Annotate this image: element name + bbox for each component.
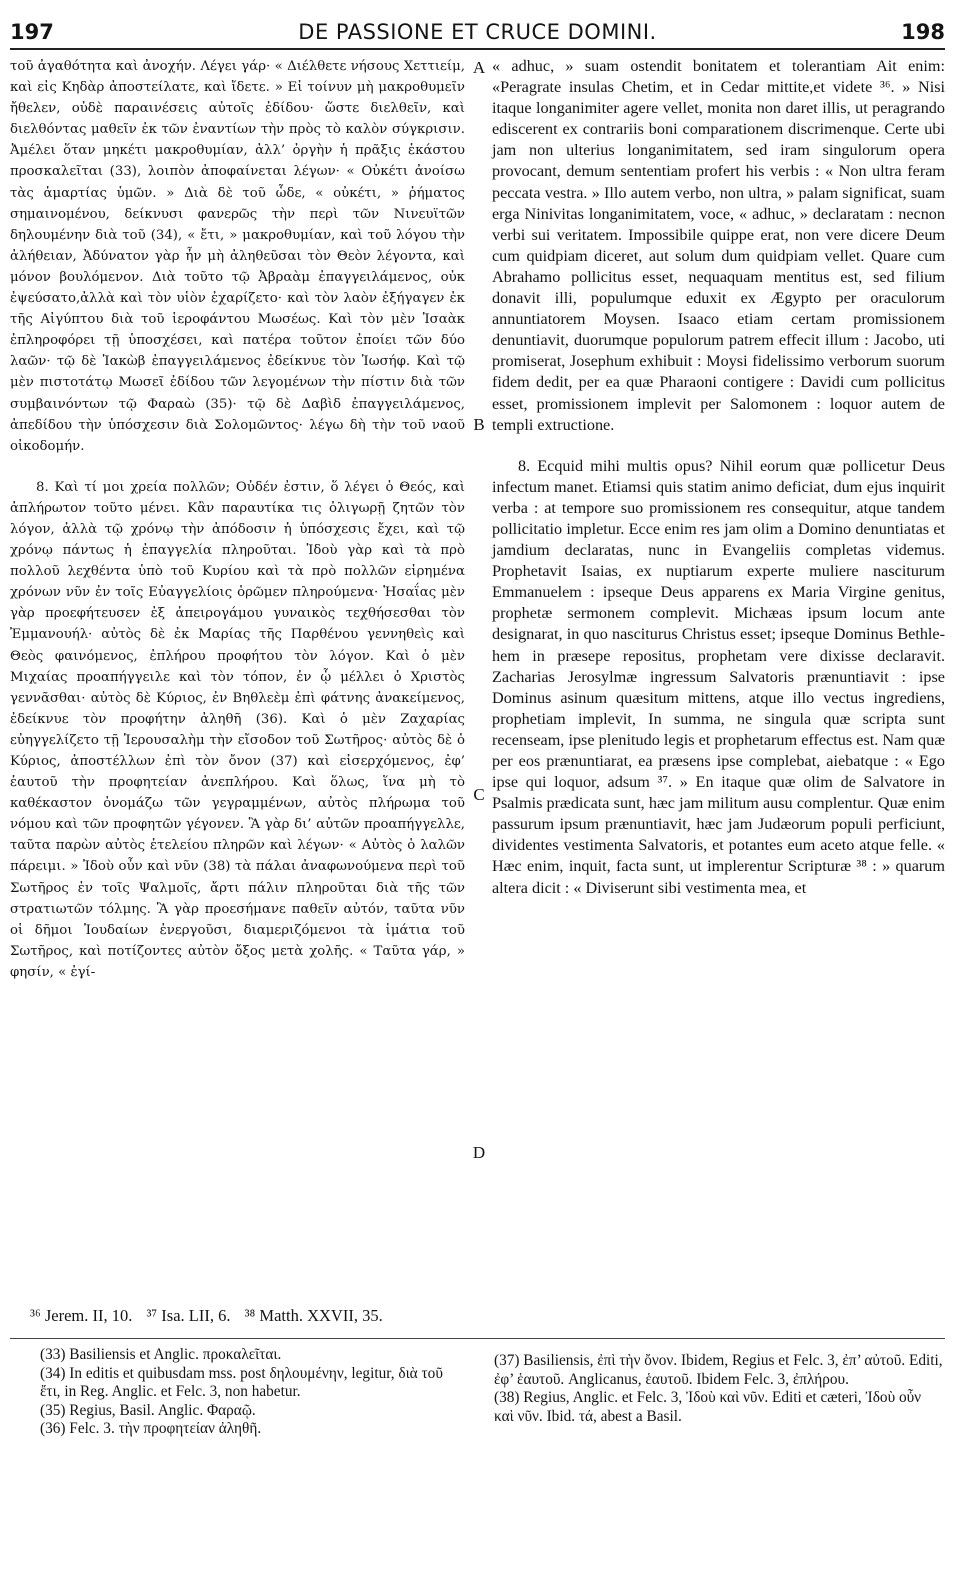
page-number-left: 197 — [10, 20, 54, 44]
reference-36: ³⁶ Jerem. II, 10. — [30, 1306, 133, 1325]
footnotes-right — [494, 1352, 944, 1426]
footnote-36: (36) Felc. 3. τὴν προφητείαν ἀληθῆ. — [40, 1420, 262, 1437]
running-header — [10, 16, 945, 50]
reference-37: ³⁷ Isa. LII, 6. — [146, 1306, 231, 1325]
footnote-35: (35) Regius, Basil. Anglic. Φαραῷ. — [40, 1401, 256, 1419]
scripture-references — [30, 1306, 930, 1326]
greek-column — [10, 56, 465, 983]
footnotes-left — [40, 1346, 465, 1439]
footnote-37: (37) Basiliensis, ἐπὶ τὴν ὄνον. Ibidem, Regius et Felc. 3, ἐπ’ αὐτοῦ. Editi, ἐφ’ ἑαυτοῦ. Anglicanus, ἑαυτοῦ. Ibidem Felc. 3, ἐπλήρου. — [494, 1352, 943, 1388]
page-number-right: 198 — [901, 20, 945, 44]
footnote-38: (38) Regius, Anglic. et Felc. 3, Ἰδοὺ καὶ νῦν. Editi et cæteri, Ἰδοὺ οὖν καὶ νῦν. Ibid. τά, abest a Basil. — [494, 1389, 922, 1425]
margin-marker-a: A — [472, 58, 486, 77]
margin-marker-d: D — [472, 1143, 486, 1162]
greek-paragraph-1: τοῦ ἀγαθότητα καὶ ἀνοχήν. Λέγει γάρ· « Διέλθετε νήσους Χεττιείμ, καὶ εἰς Κηδὰρ ἀποστείλατε, καὶ ἴδετε. » Εἰ τοίνυν μὴ μακροθυμεῖν ἤθελεν, οὐδὲ παραινέσεις αὐτοῖς ἐδίδου· ὥστε διελθεῖν, καὶ διελθόντας μαθεῖν ἐκ τῶν ἐναντίων τὴν πρὸς τὸ καλὸν σύγκρισιν. Ἀμέλει ὅταν μηκέτι μακροθυμίαν, ἀλλ’ ὀργὴν ἡ πρᾶξις ἑκάστου προσκαλεῖται (33), λοιπὸν ἀποφαίνεται λέγων· « Οὐκέτι ἀνοίσω τὰς ἁμαρτίας ὑμῶν. » Διὰ δὲ τοῦ ὧδε, « οὐκέτι, » ῥήματος σημαινομένου, δείκνυσι φανερῶς τὴν περὶ τῶν Νινευϊτῶν δηλουμένην διὰ τοῦ (34), « ἔτι, » μακροθυμίαν, καὶ τοῦ λόγου τὴν ἀλήθειαν, Ἀδύνατον γὰρ ἦν μὴ ἀληθεῦσαι τὸν Θεὸν λέγοντα, καὶ μόνον βουλόμενον. Διὰ τοῦτο τῷ Ἀβραὰμ ἐπαγγειλάμενος, οὐκ ἐψεύσατο,ἀλλὰ καὶ τὸν υἱὸν ἐχαρίζετο· καὶ τὸν λαὸν ἐξήγαγεν ἐκ τῆς Αἰγύπτου διὰ τοῦ ἱεροφάντου Μωσέως. Καὶ τὸν μὲν Ἰσαὰκ ἐπληροφόρει τῇ ὑποσχέσει, καὶ πατέρα τοῦτον ἐποίει τῶν δύο λαῶν· τῷ δὲ Ἰακὼβ ἐπαγγειλάμενος ἐδείκνυε τὸν Ἰωσήφ. Καὶ τῷ μὲν πιστοτάτῳ Μωσεῖ ἐδίδου τῶν λεγομένων τὴν πίστιν διὰ τῶν συμβαινόντων τῷ Φαραὼ (35)· τῷ δὲ Δαβὶδ ἐπαγγειλάμενος, ἀπεδίδου τὴν ὑπόσχεσιν διὰ Σολομῶντος· λέγω δὴ τὴν τοῦ ναοῦ οἰκοδομήν. — [10, 59, 465, 454]
greek-paragraph-2: 8. Καὶ τί μοι χρεία πολλῶν; Οὐδέν ἐστιν, ὅ λέγει ὁ Θεός, καὶ ἀπλήρωτον τοῦτο μένει. Κἂν παραυτίκα τις ὀλιγωρῇ ζητῶν τὸν λόγον, ἀλλὰ τῷ χρόνῳ τὴν ἀπόδοσιν ἡ ὑπόσχεσις ἔχει, καὶ τῷ χρόνῳ πάντως ἡ ἐπαγγελία πληροῦται. Ἰδοὺ γὰρ καὶ τὰ πρὸ πολλοῦ λεχθέντα ὑπὸ τοῦ Κυρίου καὶ τὰ πρὸ πολλῶν εἰρημένα χρόνων νῦν ἐν τοῖς Εὐαγγελίοις ὁρῶμεν πληρούμενα· Ἡσαΐας μὲν γὰρ προεφήτευσεν ἐξ ἀπειρογάμου γυναικὸς τεχθήσεσθαι τὸν Ἐμμανουήλ· αὐτὸς δὲ ἐκ Μαρίας τῆς Παρθένου γεννηθεὶς καὶ Θεὸς φαινόμενος, ἐπλήρου προφήτου τὸν λόγον. Καὶ ὁ μὲν Μιχαίας προαπήγγειλε καὶ τὸν τόπον, ἐν ᾧ μέλλει ὁ Χριστὸς γεννᾶσθαι· αὐτὸς δὲ Κύριος, ἐν Βηθλεὲμ ἐπὶ φάτνης ἀνακείμενος, ἐδείκνυε τὸν προφήτην ἀληθῆ (36). Καὶ ὁ μὲν Ζαχαρίας εὐηγγελίζετο τῇ Ἱερουσαλὴμ τὴν εἴσοδον τοῦ Σωτῆρος· αὐτὸς δὲ ὁ Κύριος, ἀποστέλλων ἐπὶ τὸν ὄνον (37) καὶ εἰσερχόμενος, ἐφ’ ἑαυτοῦ τὴν προφητείαν ἀνεπλήρου. Καὶ ὅλως, ἵνα μὴ τὸ καθέκαστον ὀνομάζω τῶν γεγραμμένων, αὐτὸς πλήρωμα τοῦ νόμου καὶ τῶν προφητῶν γέγονεν. Ἃ γὰρ δι’ αὐτῶν προαπήγγελλε, ταῦτα παρὼν αὐτὸς ἐτελείου πληρῶν καὶ λέγων· « Αὐτὸς ὁ λαλῶν πάρειμι. » Ἰδοὺ οὖν καὶ νῦν (38) τὰ πάλαι ἀναφωνούμενα περὶ τοῦ Σωτῆρος ἐν τοῖς Ψαλμοῖς, ἄρτι πάλιν πληροῦται διὰ τῆς τῶν στρατιωτῶν τόλμης. Ἃ γὰρ προεσήμανε παθεῖν αὐτόν, ταῦτα νῦν οἱ δῆμοι Ἰουδαίων ἐνεργοῦσι, διαμεριζόμενοι τὰ ἱμάτια τοῦ Σωτῆρος, καὶ ποτίζοντες αὐτὸν ὄξος μετὰ χολῆς. « Ταῦτα γάρ, » φησίν, « ἐγί- — [10, 479, 465, 980]
footnote-34: (34) In editis et quibusdam mss. post δηλουμένην, legitur, διὰ τοῦ ἔτι, in Reg. Anglic. et Felc. 3, non habetur. — [40, 1364, 443, 1400]
latin-paragraph-1: « adhuc, » suam ostendit bonitatem et tolerantiam Ait enim: «Peragrate insulas Chetim, et in Cedar mittite,et videte ³⁶. » Nisi itaque longanimiter agere vellet, monita non daret illis, ut peragrando ediscerent ex contrariis boni comparationem discrimenque. Certe ubi jam non ulterius longanimitatem, sed iram singulorum opera provocant, demum sententiam profert his verbis : « Non ultra feram peccata vestra. » Illo autem verbo, non ultra, » palam significat, suam erga Ninivitas longanimitatem, voce, « adhuc, » declaratam : necnon verbi sui veritatem. Impossibile quippe erat, non vere dicere Deum cum quidpiam diceret, aut solum dum quidpiam vellet. Quare cum Abrahamo pollicitus esset, nequaquam mentitus est, sed filium donavit illi, populumque eduxit ex Ægypto per oraculorum annuntiatorem Moysen. Isaaco etiam certam promissionem denuntiavit, duorumque populorum patrem effecit illum : Jacobo, uti promiserat, Josephum exhibuit : Moysi fidelissimo verborum suorum fidem dedit, per ea quæ Pharaoni contigere : Davidi cum pollicitus esset, promissionem implevit per Salomonem : loquor autem de templi extructione. — [492, 57, 945, 434]
reference-38: ³⁸ Matth. XXVII, 35. — [244, 1306, 383, 1325]
footnote-33: (33) Basiliensis et Anglic. προκαλεῖται. — [40, 1346, 282, 1363]
margin-marker-b: B — [473, 415, 485, 434]
latin-paragraph-2: 8. Ecquid mihi multis opus? Nihil eorum quæ pollicetur Deus infectum manet. Etiamsi quis statim animo deficiat, dum ejus inquirit verba : at tempore suo promissionem res consequitur, atque tandem pollicitatio impletur. Ecce enim res jam olim a Domino denuntiatas et jamdium declaratas, nunc in Evangeliis completas videmus. Prophetavit Isaias, ex nuptiarum experte muliere nasciturum Emmanuelem : ipseque Deus apparens ex Maria Virgine genitus, prophetæ sermonem complevit. Michæas ipsum locum ante designarat, in quo nasciturus Christus esset; ipseque Dominus Bethlehem in præsepe repositus, prophetam vere dixisse declaravit. Zacharias Jerosylmæ ingressum Salvatoris prænuntiavit : ipse Dominus asinum quæsitum mittens, atque illo vectus ingrediens, prophetiam implevit, In summa, ne singula quæ scripta sunt recenseam, ipse plenitudo legis et prophetarum effectus est. Nam quæ per eos prænuntiarat, ea præsens ipse complebat, aiebatque : « Ego ipse qui loquor, adsum ³⁷. » En itaque quæ olim de Salvatore in Psalmis prædicata sunt, hæc jam militum ausu complentur. Quæ enim passurum ipsum prænuntiavit, hæc jam Judæorum populi perficiunt, dividentes vestimenta Salvatoris, et potantes eum aceto atque felle. « Hæc enim, inquit, facta sunt, ut implerentur Scripturæ ³⁸ : » quarum altera dicit : « Diviserunt sibi vestimenta mea, et — [492, 456, 945, 897]
latin-column — [492, 56, 945, 899]
running-title: DE PASSIONE ET CRUCE DOMINI. — [298, 20, 657, 44]
margin-marker-c: C — [473, 785, 485, 804]
footnote-divider — [10, 1338, 945, 1339]
